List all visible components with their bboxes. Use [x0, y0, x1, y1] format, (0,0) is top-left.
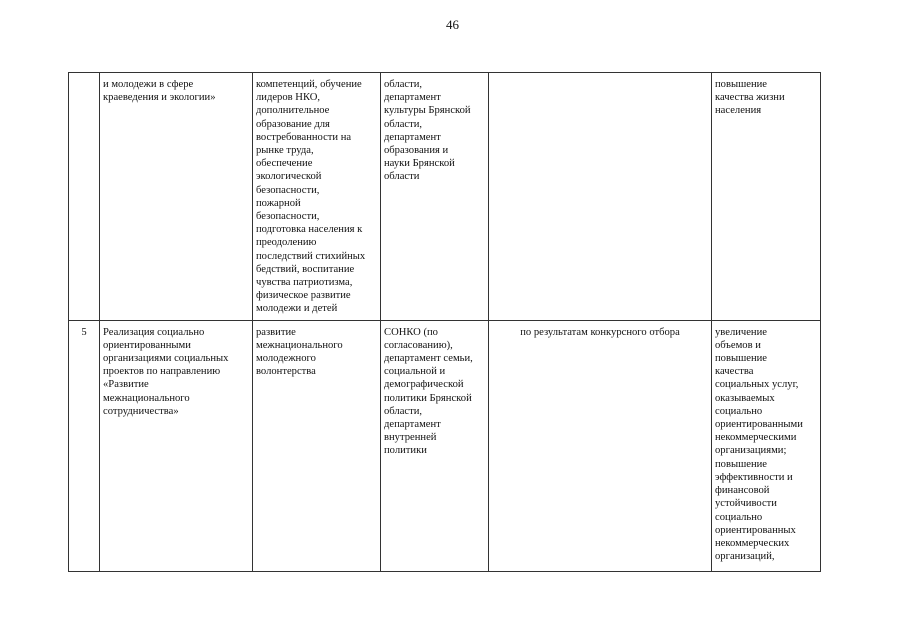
row-number-cell: 5: [69, 320, 100, 571]
table-row: [69, 320, 821, 571]
timing-cell: по результатам конкурсного отбора: [489, 320, 712, 571]
direction-cell: компетенций, обучение лидеров НКО, дополнительное образование для востребованности на рынке труда, обеспечение экологической безопасности, пожарной безопасности, подготовка населения к преодолению последствий стихийных бедствий, воспитание чувства патриотизма, физическое развитие молодежи и детей: [253, 73, 381, 321]
executors-cell: области, департамент культуры Брянской области, департамент образования и науки Брянской области: [381, 73, 489, 321]
direction-cell: развитие межнационального молодежного волонтерства: [253, 320, 381, 571]
result-cell: повышение качества жизни населения: [712, 73, 821, 321]
result-cell: увеличение объемов и повышение качества социальных услуг, оказываемых социально ориентированными некоммерческими организациями; повышение эффективности и финансовой устойчивости социально ориентированных некоммерческих организаций,: [712, 320, 821, 571]
row-number-cell: [69, 73, 100, 321]
measures-table: [68, 72, 821, 572]
measure-name-cell: Реализация социально ориентированными организациями социальных проектов по направлению «Развитие межнационального сотрудничества»: [100, 320, 253, 571]
executors-cell: СОНКО (по согласованию), департамент семьи, социальной и демографической политики Брянской области, департамент внутренней политики: [381, 320, 489, 571]
table-row: [69, 73, 821, 321]
measure-name-cell: и молодежи в сфере краеведения и экологии»: [100, 73, 253, 321]
page-number: 46: [446, 17, 459, 32]
timing-cell: [489, 73, 712, 321]
